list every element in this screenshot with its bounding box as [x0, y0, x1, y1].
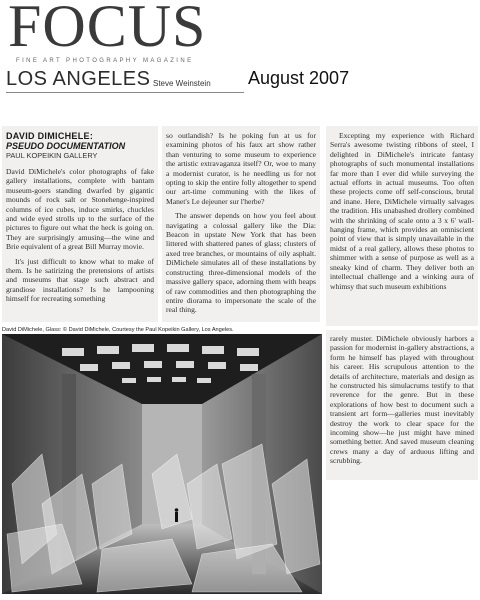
paragraph: rarely muster. DiMichele obviously harbors a passion for modernist in-gallery abstractions, a form he himself has played with throughout his career. His scrupulous attention to the details of architecture, materials and design as he constructed his simulacrums testify to that reverence for the genre. But in these explorations of how best to document such a transient art form—galleries must inevitably destroy the work to clear space for the incoming show—he just might have mined something better. And saved museum cleaning crews many a day of arduous lifting and scrubbing.	[330, 334, 474, 466]
masthead-rule	[6, 92, 244, 93]
paragraph: Excepting my experience with Richard Serra's awesome twisting ribbons of steel, I delighted in DiMichele's intricate fantasy photographs of such monumental installations far more than I ever did while surveying the actual efforts in actual museums. Too often these projects come off self-conscious, brutal and inane. Here, DiMichele virtually salvages the tradition. His unabashed drollery combined with the shrinking of scale onto a 3 x 6' wall-hanging frame, which provides an omniscient point of view that is simply unavailable in the midst of a real gallery, allows these photos to shimmer with a sense of purpose as well as a sneaky kind of charm. They deliver both an intellectual challenge and a winking aura of whimsy that such museum exhibitions	[330, 131, 474, 291]
article-venue: PAUL KOPEIKIN GALLERY	[6, 151, 98, 160]
paragraph: It's just difficult to know what to make of them. Is he satirizing the pretensions of artists and museums that stage such abstract and grandiose installations? Is he lampooning himself for recreating something	[6, 256, 154, 304]
glass-installation-image	[2, 334, 322, 594]
article-column-4	[330, 334, 474, 466]
paragraph: The answer depends on how you feel about navigating a colossal gallery like the Dia: Beacon in upstate New York that has been littered with shattered panes of glass; clusters of axed tree branches, or mountains of oily asphalt. DiMichele simulates all of these installations by constructing three-dimensional models of the massive gallery space, adorning them with heaps of raw commodities and then photographing the entire diorama to impersonate the scale of the real thing.	[166, 211, 316, 315]
article-column-3	[330, 131, 474, 291]
photo-caption: David DiMichele, Glass: © David DiMichele, Courtesy the Paul Kopeikin Gallery, Los Angeles.	[2, 327, 234, 333]
paragraph: so outlandish? Is he poking fun at us for examining photos of his faux art show rather than venturing to some museum to experience the artistic extravaganza itself? Or, woe to many a modernist curator, is he needling us for not opting to skip the entire folly altogether to spend our art-time communing with the likes of Manet's Le dejeuner sur l'herbe?	[166, 131, 316, 206]
author-name: Steve Weinstein	[153, 79, 211, 88]
gallery-photograph	[2, 334, 322, 594]
article-column-1	[6, 131, 154, 304]
article-column-2	[166, 131, 316, 315]
magazine-tagline: FINE ART PHOTOGRAPHY MAGAZINE	[16, 58, 194, 64]
masthead-logo	[6, 2, 256, 72]
article-headline: DAVID DIMICHELE:	[6, 131, 94, 141]
article-subhead: PSEUDO DOCUMENTATION	[6, 141, 126, 151]
issue-date: August 2007	[248, 68, 350, 88]
city-label: LOS ANGELES	[6, 68, 151, 90]
magazine-title: FOCUS	[8, 0, 207, 59]
paragraph: David DiMichele's color photographs of fake gallery installations, complete with bantam museum-goers standing dwarfed by gigantic mounds of rock salt or Stonehenge-inspired columns of ice cubes, induce smirks, chuckles and wide eyed strolls up to the surface of the pictures to figure out what the heck is going on. They are surprisingly amusing—the wine and Brie equivalent of a great Bill Murray movie.	[6, 167, 154, 252]
